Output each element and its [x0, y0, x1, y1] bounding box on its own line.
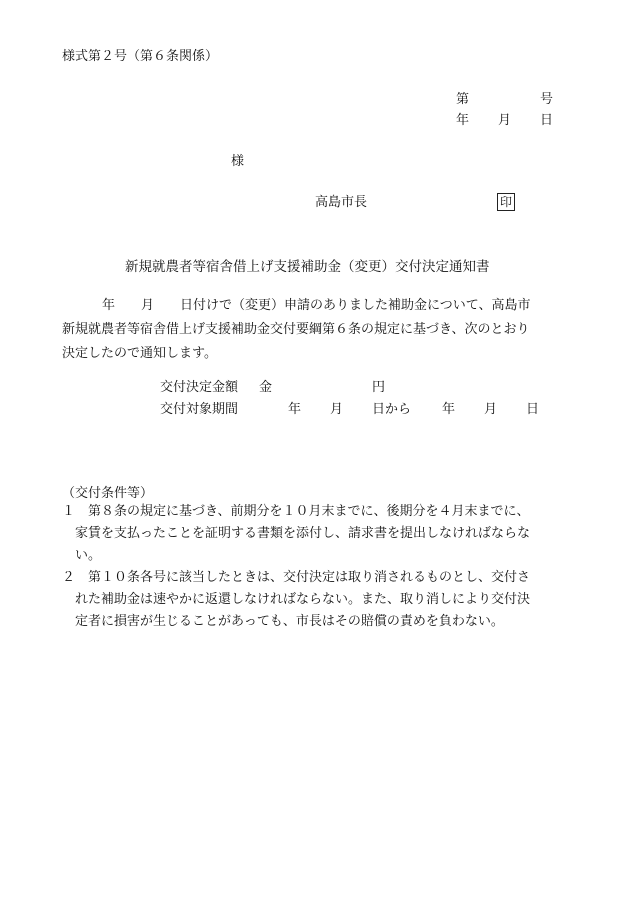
condition-item [62, 567, 582, 633]
seal-mark: 印 [497, 193, 515, 211]
amount-unit: 円 [372, 380, 386, 395]
amount-label: 交付決定金額 [160, 380, 239, 395]
issuer-name: 高島市長 [315, 195, 368, 210]
conditions-heading: （交付条件等） [62, 486, 154, 501]
amount-prefix: 金 [259, 380, 273, 395]
recipient-suffix: 様 [231, 154, 245, 169]
period-label: 交付対象期間 [160, 402, 239, 417]
period-to-month: 月 [484, 402, 498, 417]
document-title: 新規就農者等宿舎借上げ支援補助金（変更）交付決定通知書 [125, 259, 490, 275]
condition-line: 家賃を支払ったことを証明する書類を添付し、請求書を提出しなければならな [62, 526, 531, 541]
condition-line: 定者に損害が生じることがあっても、市長はその賠償の責めを負わない。 [62, 614, 504, 629]
period-from-year: 年 [288, 402, 302, 417]
condition-line: れた補助金は速やかに返還しなければならない。また、取り消しにより交付決 [62, 592, 531, 607]
doc-number-prefix: 第 [456, 92, 470, 107]
period-to-day: 日 [526, 402, 540, 417]
condition-line: １ 第８条の規定に基づき、前期分を１０月末までに、後期分を４月末までに、 [62, 504, 530, 519]
body-line: 新規就農者等宿舎借上げ支援補助金交付要綱第６条の規定に基づき、次のとおり [62, 322, 530, 337]
period-to-year: 年 [442, 402, 456, 417]
form-number: 様式第２号（第６条関係） [62, 49, 219, 64]
doc-number-suffix: 号 [540, 92, 554, 107]
body-line: 年 月 日付けで（変更）申請のありました補助金について、高島市 [102, 298, 531, 313]
date-month: 月 [498, 113, 512, 128]
body-line: 決定したので通知します。 [62, 346, 217, 361]
period-from-day: 日から [372, 402, 412, 417]
date-year: 年 [456, 113, 470, 128]
body-paragraph [62, 294, 582, 366]
period-from-month: 月 [330, 402, 344, 417]
condition-line: い。 [62, 548, 102, 563]
condition-item [62, 501, 582, 567]
condition-line: ２ 第１０条各号に該当したときは、交付決定は取り消されるものとし、交付さ [62, 570, 531, 585]
date-day: 日 [540, 113, 554, 128]
